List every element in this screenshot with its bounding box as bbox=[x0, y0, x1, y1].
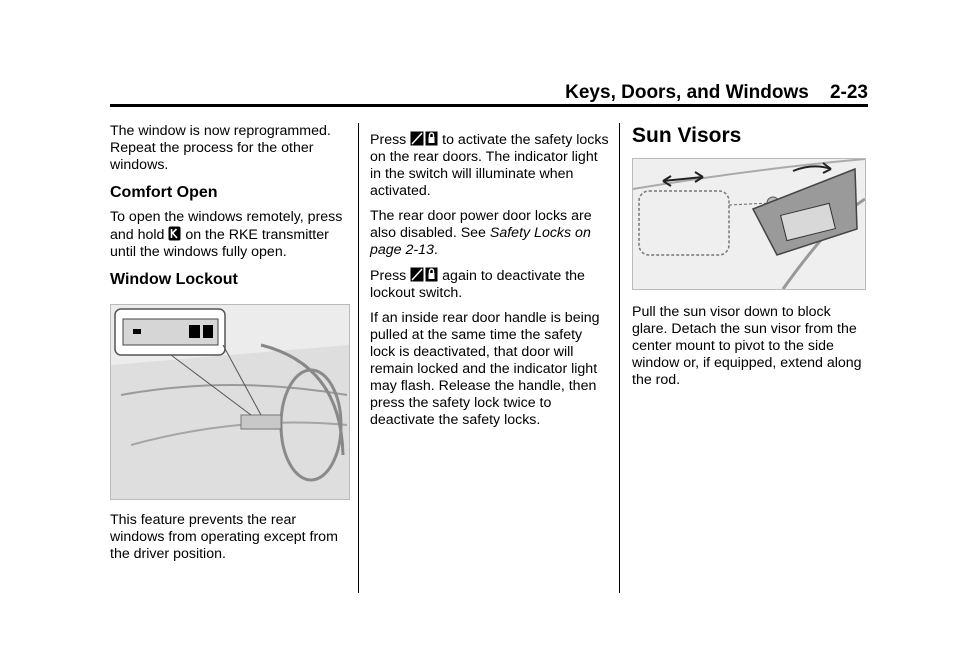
window-lockout-switch-illustration bbox=[110, 304, 350, 500]
section-title: Keys, Doors, and Windows bbox=[565, 82, 809, 103]
window-lockout-lock-icon bbox=[410, 267, 438, 282]
header-rule bbox=[110, 104, 868, 107]
text: to activate the safety locks on the rear doors. The indicator light in the switch will illuminate when activated. bbox=[370, 132, 609, 199]
text: . bbox=[433, 242, 438, 258]
column-2 bbox=[370, 131, 610, 437]
text: on the RKE transmitter until the windows fully open. bbox=[110, 227, 329, 260]
text: To open the windows remotely, press and hold bbox=[110, 209, 343, 243]
column-3 bbox=[632, 124, 870, 397]
paragraph-deactivate bbox=[370, 267, 610, 302]
column-divider-1 bbox=[358, 123, 359, 593]
paragraph-lockout-caption: This feature prevents the rear windows from operating except from the driver position. bbox=[110, 512, 338, 562]
heading-window-lockout: Window Lockout bbox=[110, 271, 238, 288]
window-lockout-lock-icon bbox=[410, 131, 438, 146]
sun-visor-illustration bbox=[632, 158, 866, 290]
paragraph-handle-pulled: If an inside rear door handle is being pulled at the same time the safety lock is deactivated, that door will remain locked and the indicator light may flash. Release the handle, then press the safety lock twice to deactivate the safety locks. bbox=[370, 310, 600, 428]
paragraph-rear-locks-disabled bbox=[370, 208, 610, 259]
text: Press bbox=[370, 268, 411, 284]
column-divider-2 bbox=[619, 123, 620, 593]
page-number: 2-23 bbox=[829, 82, 868, 103]
column-1 bbox=[110, 123, 348, 571]
heading-comfort-open: Comfort Open bbox=[110, 184, 218, 201]
paragraph-reprogrammed: The window is now reprogrammed. Repeat the process for the other windows. bbox=[110, 123, 331, 173]
text: Press bbox=[370, 132, 411, 148]
safety-locks-reference[interactable]: Safety Locks on page 2-13 bbox=[370, 225, 591, 258]
unlock-key-fob-icon bbox=[168, 226, 181, 241]
heading-sun-visors: Sun Visors bbox=[632, 124, 742, 147]
page-header bbox=[530, 82, 868, 104]
paragraph-activate bbox=[370, 131, 610, 200]
paragraph-sun-visor: Pull the sun visor down to block glare. Detach the sun visor from the center mount to pivot to the side window or, if equipped, extend along the rod. bbox=[632, 304, 862, 388]
text: again to deactivate the lockout switch. bbox=[370, 268, 585, 301]
text: The rear door power door locks are also disabled. See bbox=[370, 208, 592, 241]
paragraph-comfort-open bbox=[110, 209, 348, 261]
